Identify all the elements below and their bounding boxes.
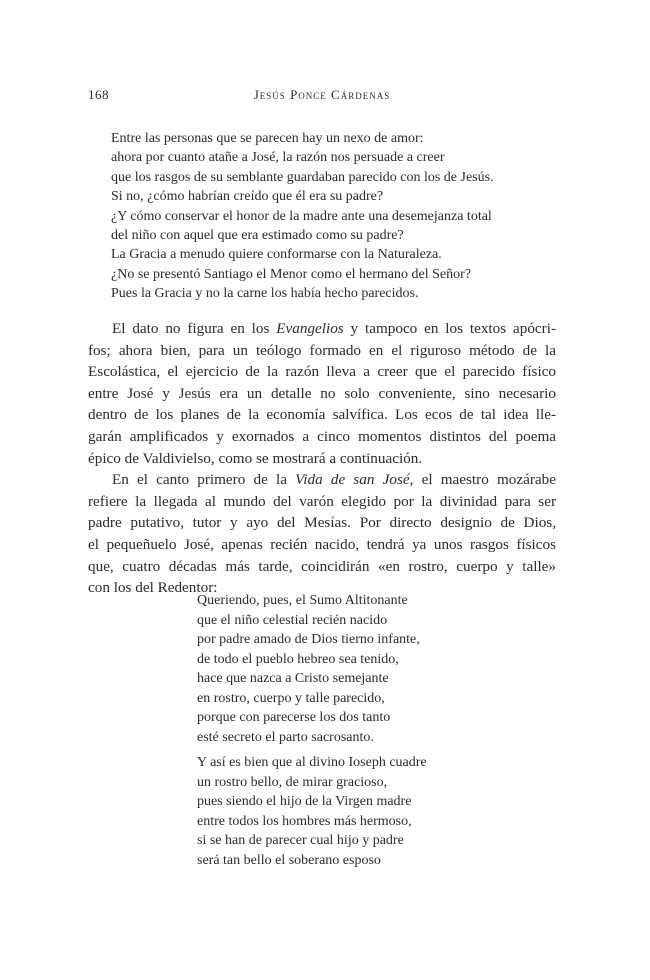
verse-line: que el niño celestial recién nacido xyxy=(197,612,388,628)
italic-title: Vida de san José xyxy=(295,471,410,489)
quote-line: del niño con aquel que era estimado como su padre? xyxy=(111,228,404,244)
paragraph-line: padre putativo, tutor y ayo del Mesías. Por directo designio de Dios, xyxy=(88,514,556,532)
paragraph-1 xyxy=(88,318,556,469)
quote-line: que los rasgos de su semblante guardaban parecido con los de Jesús. xyxy=(111,169,494,185)
verse-line: pues siendo el hijo de la Virgen madre xyxy=(197,794,412,809)
italic-title: Evangelios xyxy=(276,320,344,337)
body-text xyxy=(88,318,556,599)
poem-stanza-2 xyxy=(197,753,517,870)
quote-line: Entre las personas que se parecen hay un nexo de amor: xyxy=(111,131,424,146)
paragraph-line xyxy=(88,318,556,340)
text-run: , el maestro mozárabe xyxy=(409,471,556,489)
verse-line: por padre amado de Dios tierno infante, xyxy=(197,632,420,647)
paragraph-line: garán amplificados y exornados a cinco momentos distintos del poema xyxy=(88,427,556,445)
paragraph-line: entre José y Jesús era un detalle no solo conveniente, sino necesario xyxy=(88,384,556,402)
verse-line: esté secreto el parto sacrosanto. xyxy=(197,729,374,745)
quote-line: ¿Y cómo conservar el honor de la madre ante una desemejanza total xyxy=(111,208,492,224)
paragraph-line xyxy=(88,469,556,491)
translated-quote xyxy=(111,129,581,304)
paragraph-line: con los del Redentor: xyxy=(88,579,218,597)
verse-line: porque con parecerse los dos tanto xyxy=(197,710,391,725)
paragraph-line: fos; ahora bien, para un teólogo formado en el riguroso método de la xyxy=(88,341,556,359)
paragraph-line: épico de Valdivielso, como se mostrará a continuación. xyxy=(88,449,423,467)
verse-line: entre todos los hombres más hermoso, xyxy=(197,813,412,829)
running-title: Jesús Ponce Cárdenas xyxy=(253,87,391,102)
text-run: y tampoco en los textos apócri- xyxy=(343,320,556,337)
paragraph-2 xyxy=(88,469,556,599)
verse-line: de todo el pueblo hebreo sea tenido, xyxy=(197,651,399,667)
paragraph-line: Escolástica, el ejercicio de la razón lleva a creer que el parecido físico xyxy=(88,363,556,381)
poem-stanza-1 xyxy=(197,591,517,747)
paragraph-line: el pequeñuelo José, apenas recién nacido, tendrá ya unos rasgos físicos xyxy=(88,535,556,553)
running-head xyxy=(88,87,556,107)
verse-line: un rostro bello, de mirar gracioso, xyxy=(197,774,388,790)
verse-line: si se han de parecer cual hijo y padre xyxy=(197,833,404,848)
quote-line: ahora por cuanto atañe a José, la razón nos persuade a creer xyxy=(111,150,445,166)
quote-line: Si no, ¿cómo habrían creído que él era su padre? xyxy=(111,189,384,205)
paragraph-line: que, cuatro décadas más tarde, coincidirán «en rostro, cuerpo y talle» xyxy=(88,557,556,575)
text-run: En el canto primero de la xyxy=(112,471,296,489)
verse-line: hace que nazca a Cristo semejante xyxy=(197,671,389,686)
verse-line: será tan bello el soberano esposo xyxy=(197,852,381,868)
quote-line: La Gracia a menudo quiere conformarse con la Naturaleza. xyxy=(111,247,442,263)
paragraph-line: refiere la llegada al mundo del varón elegido por la divinidad para ser xyxy=(88,492,556,510)
verse-line: en rostro, cuerpo y talle parecido, xyxy=(197,690,385,706)
quote-line: Pues la Gracia y no la carne los había hecho parecidos. xyxy=(111,286,419,302)
verse-line: Queriendo, pues, el Sumo Altitonante xyxy=(197,593,408,608)
paragraph-line: dentro de los planes de la economía salvífica. Los ecos de tal idea lle- xyxy=(88,406,556,424)
verse-line: Y así es bien que al divino Ioseph cuadre xyxy=(197,755,427,770)
text-run: El dato no figura en los xyxy=(112,320,277,337)
quote-line: ¿No se presentó Santiago el Menor como el hermano del Señor? xyxy=(111,266,472,282)
page-number: 168 xyxy=(88,87,109,102)
